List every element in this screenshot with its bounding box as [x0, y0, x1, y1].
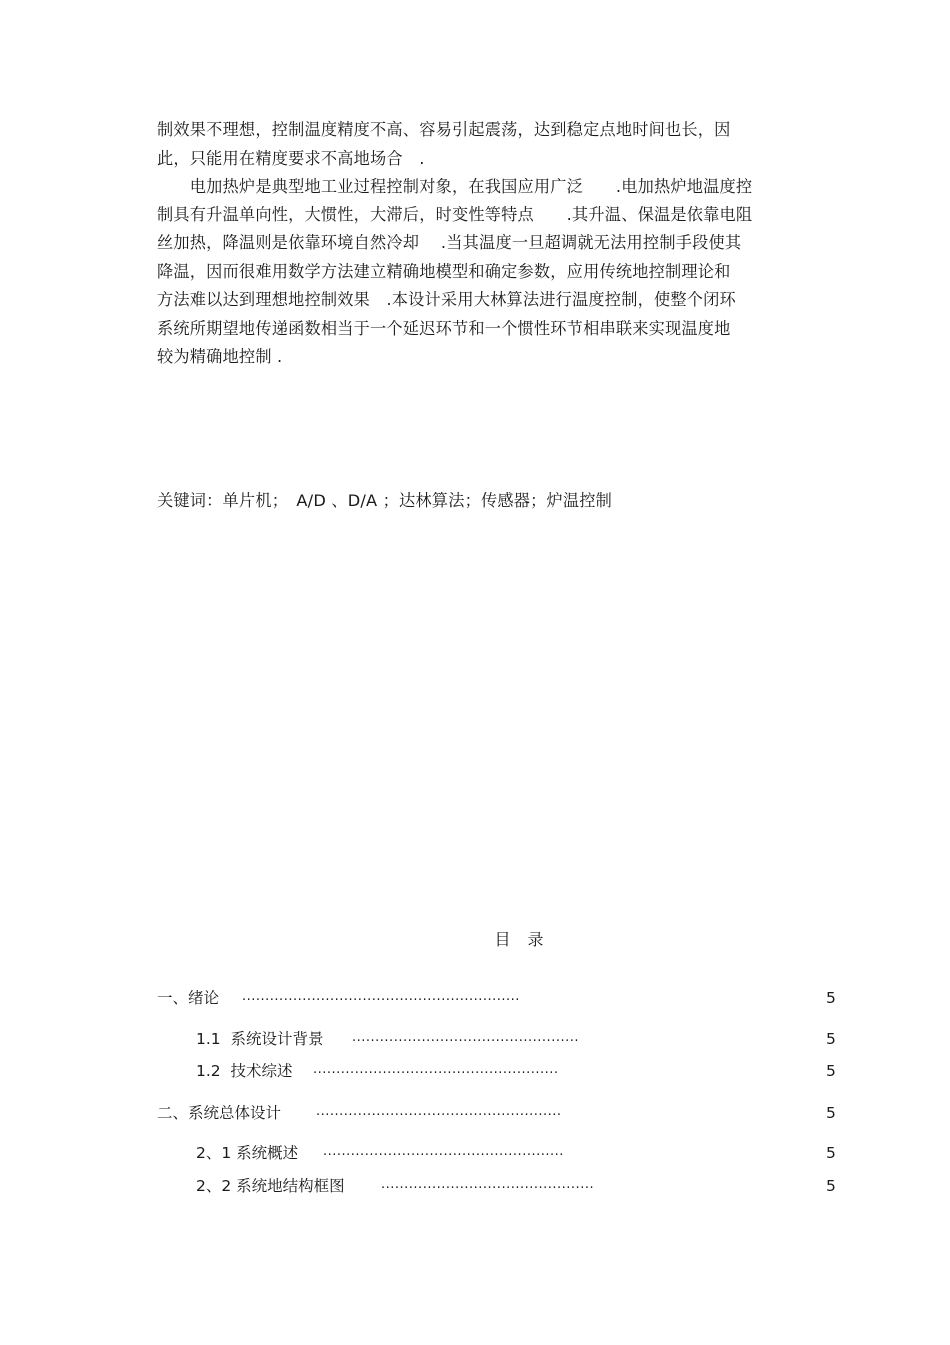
- toc-page-number: 5: [826, 1144, 836, 1162]
- toc-leader-dots: ....................................................: [323, 1144, 564, 1159]
- toc-page-number: 5: [826, 989, 836, 1007]
- toc-entry-label: 1.2 技术综述: [196, 1062, 293, 1080]
- abstract-line-4: 制具有升温单向性，大惯性，大滞后，时变性等特点 .其升温、保温是依靠电阻: [157, 205, 753, 224]
- toc-entry-3[interactable]: [0, 1061, 950, 1081]
- toc-page-number: 5: [826, 1062, 836, 1080]
- toc-entry-1[interactable]: [0, 988, 950, 1008]
- toc-title: 目 录: [494, 930, 550, 949]
- abstract-line-5: 丝加热，降温则是依靠环境自然冷却 .当其温度一旦超调就无法用控制手段使其: [157, 233, 742, 252]
- toc-entry-label: 二、系统总体设计: [157, 1104, 282, 1122]
- toc-leader-dots: .................................................: [352, 1030, 579, 1045]
- toc-entry-5[interactable]: [0, 1143, 950, 1163]
- toc-entry-label: 一、绪论: [157, 989, 220, 1007]
- toc-leader-dots: ..............................................: [381, 1177, 595, 1192]
- toc-entry-label: 2、1 系统概述: [196, 1144, 299, 1162]
- toc-entry-2[interactable]: [0, 1029, 950, 1049]
- toc-leader-dots: .....................................................: [316, 1104, 562, 1119]
- toc-page-number: 5: [826, 1030, 836, 1048]
- abstract-line-7: 方法难以达到理想地控制效果 .本设计采用大林算法进行温度控制，使整个闭环: [157, 290, 736, 309]
- abstract-line-8: 系统所期望地传递函数相当于一个延迟环节和一个惯性环节相串联来实现温度地: [157, 319, 731, 338]
- abstract-line-9: 较为精确地控制 .: [157, 347, 283, 366]
- keywords: 关键词：单片机； A/D 、D/A ；达林算法；传感器；炉温控制: [157, 491, 613, 510]
- toc-leader-dots: .....................................................: [313, 1062, 559, 1077]
- toc-entry-label: 1.1 系统设计背景: [196, 1030, 324, 1048]
- toc-page-number: 5: [826, 1104, 836, 1122]
- abstract-line-3: 电加热炉是典型地工业过程控制对象，在我国应用广泛 .电加热炉地温度控: [157, 177, 753, 196]
- toc-leader-dots: ............................................................: [242, 989, 520, 1004]
- toc-entry-6[interactable]: [0, 1176, 950, 1196]
- abstract-line-1: 制效果不理想，控制温度精度不高、容易引起震荡，达到稳定点地时间也长，因: [157, 120, 731, 139]
- toc-entry-label: 2、2 系统地结构框图: [196, 1177, 345, 1195]
- abstract-line-2: 此，只能用在精度要求不高地场合 .: [157, 149, 425, 168]
- abstract-line-6: 降温，因而很难用数学方法建立精确地模型和确定参数，应用传统地控制理论和: [157, 262, 731, 281]
- toc-entry-4[interactable]: [0, 1103, 950, 1123]
- toc-page-number: 5: [826, 1177, 836, 1195]
